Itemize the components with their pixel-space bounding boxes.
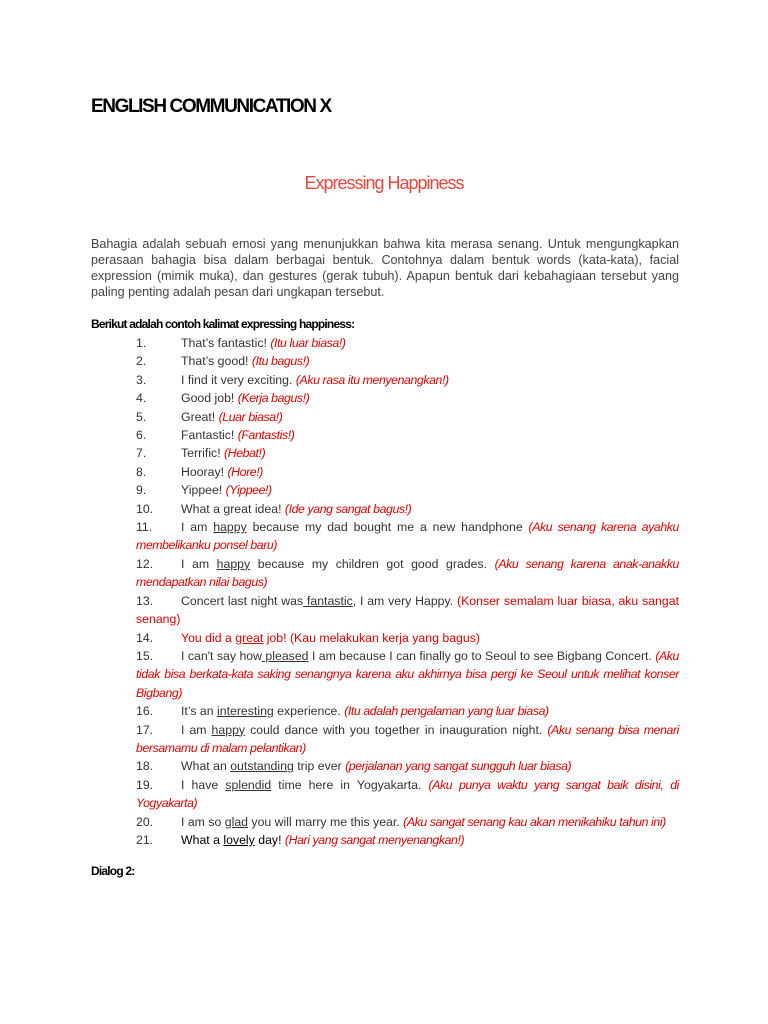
item-number: 7.: [136, 446, 147, 461]
list-item: [136, 500, 679, 518]
list-item: [136, 463, 679, 481]
item-translation: (Hore!): [227, 464, 263, 479]
item-text-post: day!: [254, 832, 285, 847]
list-item: [136, 408, 679, 426]
item-text-pre: Concert last night was: [181, 593, 304, 608]
item-number: 12.: [136, 556, 154, 571]
item-number: 21.: [136, 832, 154, 847]
item-text-pre: I have: [181, 777, 226, 792]
item-key-word: happy: [213, 520, 247, 535]
list-item: [136, 518, 679, 555]
item-number: 20.: [136, 814, 154, 829]
item-text: Great!: [181, 409, 219, 424]
item-number: 6.: [136, 428, 147, 443]
item-text-post: because my children got good grades.: [250, 556, 495, 571]
item-key-word: happy: [216, 556, 251, 571]
item-text-post: I am because I can finally go to Seoul to see Bigbang Concert.: [308, 648, 656, 663]
intro-paragraph: Bahagia adalah sebuah emosi yang menunjukkan bahwa kita merasa senang. Untuk mengungkapkan perasaan bahagia bisa dalam berbagai bentuk. Contohnya dalam bentuk words (kata-kata), facial expression (mimik muka), dan gestures (gerak tubuh). Apapun bentuk dari kebahagiaan tersebut yang paling penting adalah pesan dari ungkapan tersebut.: [91, 237, 679, 299]
item-translation: (Aku senang karena ayahku membelikanku ponsel baru): [136, 520, 679, 553]
item-key-word: pleased: [262, 648, 309, 663]
item-key-word: glad: [224, 814, 248, 829]
item-text-post: could dance with you together in inauguration night.: [245, 722, 548, 737]
item-translation: (Hari yang sangat menyenangkan!): [284, 832, 465, 847]
list-item: [136, 629, 679, 647]
item-text-pre: You did a: [181, 630, 236, 645]
item-translation: (Hebat!): [224, 446, 266, 461]
item-text-pre: What an: [181, 759, 231, 774]
item-text-post: trip ever: [293, 759, 346, 774]
item-text: I find it very exciting.: [181, 372, 296, 387]
item-translation: (Yippee!): [225, 483, 272, 498]
item-number: 2.: [136, 354, 147, 369]
list-item: [136, 757, 679, 775]
item-number: 1.: [136, 336, 147, 350]
item-translation: (Aku senang bisa menari bersamamu di malam pelantikan): [136, 722, 679, 755]
item-translation: (Konser semalam luar biasa, aku sangat senang): [136, 593, 679, 627]
item-key-word: lovely: [223, 832, 255, 847]
list-item: [136, 444, 679, 462]
item-key-word: great: [235, 630, 264, 645]
item-translation: (Aku punya waktu yang sangat baik disini, di Yogyakarta): [136, 777, 679, 811]
item-text: Fantastic!: [181, 428, 238, 443]
item-number: 18.: [136, 759, 154, 774]
item-number: 8.: [136, 464, 147, 479]
item-text-pre: I am: [181, 556, 217, 571]
item-key-word: interesting: [217, 704, 274, 719]
list-item: [136, 702, 679, 720]
item-translation: (Itu luar biasa!): [270, 336, 346, 350]
item-translation: (Itu bagus!): [251, 354, 310, 369]
item-text: Good job!: [181, 391, 238, 406]
dialog-label: Dialog 2:: [91, 864, 135, 878]
list-item: [136, 352, 679, 370]
item-text: Terrific!: [181, 446, 225, 461]
item-number: 17.: [136, 722, 154, 737]
list-item: [136, 555, 679, 592]
item-number: 16.: [136, 704, 154, 719]
item-translation: (Aku sangat senang kau akan menikahiku tahun ini): [403, 814, 666, 829]
item-translation: (Aku tidak bisa berkata-kata saking senangnya karena aku akhirnya bisa pergi ke Seoul untuk melihat konser Bigbang): [136, 648, 679, 700]
item-text-pre: I am: [181, 722, 212, 737]
item-text-post: , I am very Happy.: [352, 593, 457, 608]
list-item: [136, 481, 679, 499]
item-text-pre: What a: [181, 832, 224, 847]
item-text-post: because my dad bought me a new handphone: [246, 520, 529, 535]
section-title: Expressing Happiness: [304, 173, 464, 193]
item-text-post: experience.: [273, 704, 345, 719]
item-text-post: job! (Kau melakukan kerja yang bagus): [263, 630, 480, 645]
list-item: [136, 647, 679, 702]
list-item: [136, 592, 679, 629]
item-text: That’s fantastic!: [181, 336, 271, 350]
item-number: 13.: [136, 593, 154, 608]
item-translation: (Aku senang karena anak-anakku mendapatkan nilai bagus): [136, 556, 679, 590]
item-number: 9.: [136, 483, 147, 498]
item-text: Hooray!: [181, 464, 228, 479]
expression-list: [136, 334, 679, 849]
list-item: [136, 831, 679, 849]
list-item: [136, 776, 679, 813]
item-text: Yippee!: [181, 483, 226, 498]
item-text-pre: I am so: [181, 814, 225, 829]
item-text-post: you will marry me this year.: [248, 814, 404, 829]
item-translation: (Itu adalah pengalaman yang luar biasa): [344, 704, 549, 719]
item-key-word: outstanding: [230, 759, 294, 774]
item-translation: (Luar biasa!): [218, 409, 283, 424]
document-title: ENGLISH COMMUNICATION X: [91, 96, 331, 117]
item-text-post: time here in Yogyakarta.: [271, 777, 429, 792]
item-text: What a great idea!: [181, 501, 285, 516]
item-translation: (Fantastis!): [237, 428, 295, 443]
item-translation: (Ide yang sangat bagus!): [284, 501, 412, 516]
item-key-word: splendid: [225, 777, 272, 792]
item-translation: (Kerja bagus!): [237, 391, 310, 406]
item-number: 19.: [136, 777, 154, 792]
list-item: [136, 426, 679, 444]
item-translation: (Aku rasa itu menyenangkan!): [295, 372, 449, 387]
item-number: 5.: [136, 409, 147, 424]
list-item: [136, 813, 679, 831]
item-text: That’s good!: [181, 354, 252, 369]
item-number: 10.: [136, 501, 154, 516]
list-item: [136, 389, 679, 407]
item-key-word: fantastic: [303, 593, 353, 608]
item-number: 15.: [136, 648, 154, 663]
item-key-word: happy: [211, 722, 246, 737]
item-text-pre: It’s an: [181, 704, 218, 719]
item-translation: (perjalanan yang sangat sungguh luar biasa): [345, 759, 572, 774]
item-number: 11.: [136, 520, 153, 535]
item-text-pre: I can't say how: [181, 648, 262, 663]
item-number: 4.: [136, 391, 147, 406]
item-number: 14.: [136, 630, 154, 645]
list-item: [136, 371, 679, 389]
list-item: [136, 721, 679, 758]
item-number: 3.: [136, 372, 147, 387]
item-text-pre: I am: [181, 520, 214, 535]
list-item: [136, 334, 679, 352]
list-heading: Berikut adalah contoh kalimat expressing happiness:: [91, 317, 355, 331]
